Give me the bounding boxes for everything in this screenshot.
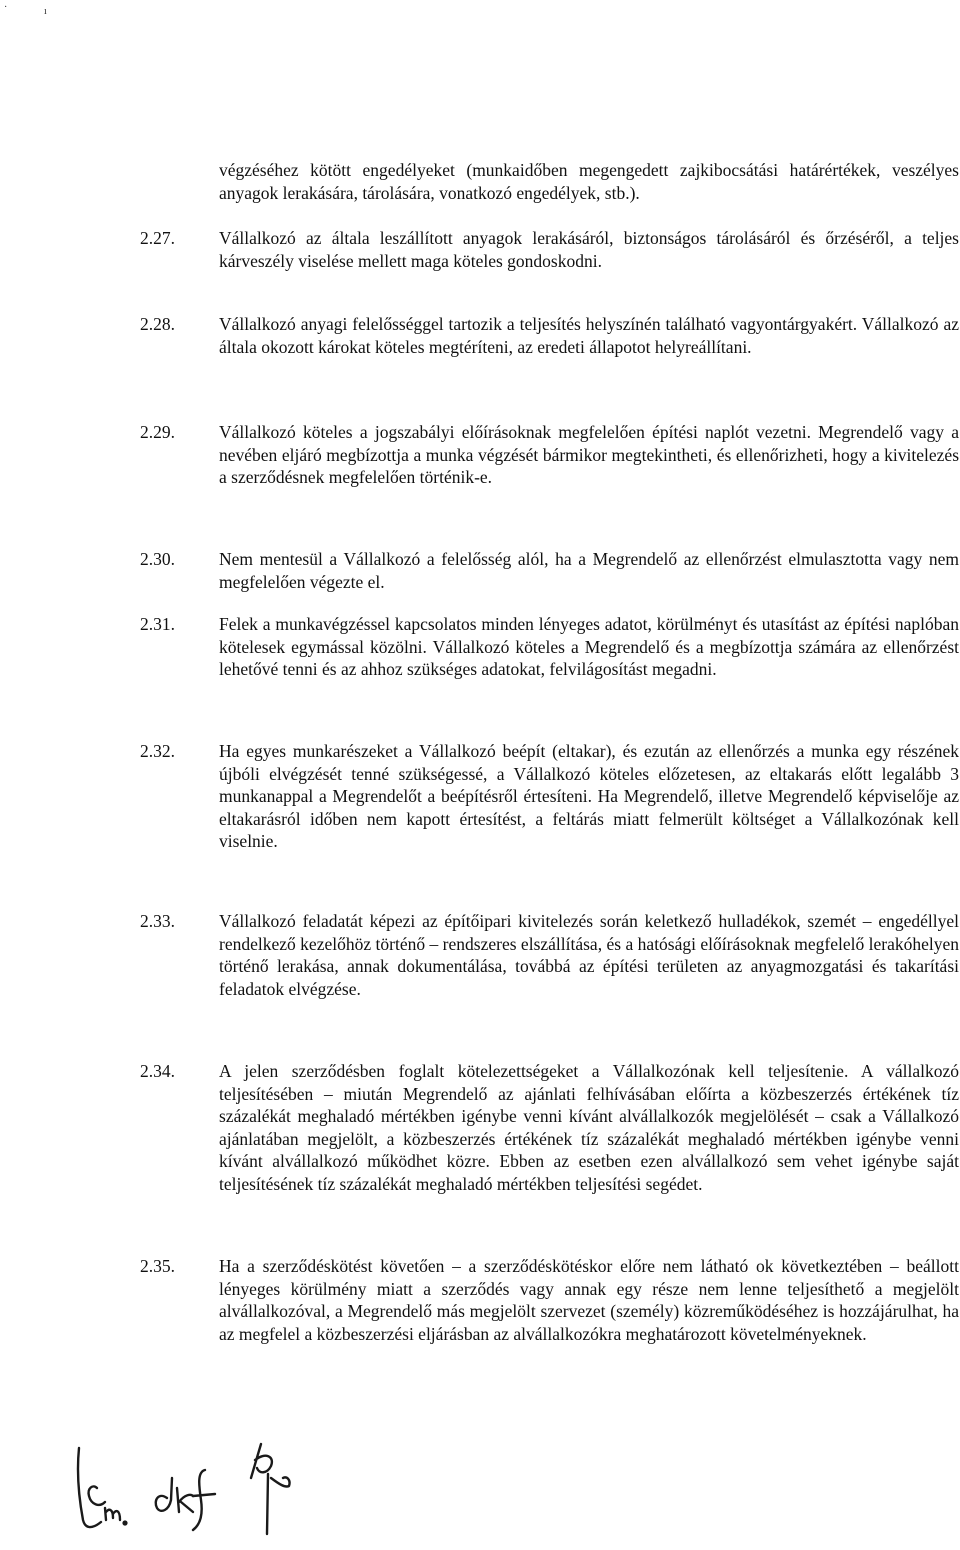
clause-text: Vállalkozó köteles a jogszabályi előírásoknak megfelelően építési naplót vezetni. Megrendelő vagy a nevében eljáró megbízottja a munka végzését bármikor megtekintheti, és ellenőrizheti, hogy a kivitelezés a szerződésnek megfelelően történik-e.: [219, 422, 959, 487]
clause-number: 2.35.: [140, 1256, 175, 1276]
clause-number: 2.34.: [140, 1061, 175, 1081]
scan-mark: ı: [44, 6, 47, 17]
clause-text: Ha a szerződéskötést követően – a szerződéskötéskor előre nem látható ok következtében – beállott lényeges körülmény miatt a szerződés vagy annak egy része nem lenne teljesíthető a megjelölt alvállalkozóval, a Megrendelő más megjelölt szervezet (személy) közreműködéséhez is hozzájárulhat, ha az megfelel a közbeszerzési eljárásban az alvállalkozókra meghatározott követelményeknek.: [219, 1256, 959, 1344]
continued-paragraph: végzéséhez kötött engedélyeket (munkaidőben megengedett zajkibocsátási határértékek, veszélyes anyagok lerakására, tárolására, vonatkozó engedélyek, stb.).: [219, 160, 959, 203]
clause-number: 2.31.: [140, 614, 175, 634]
clause-number: 2.28.: [140, 314, 175, 334]
clause-text: Ha egyes munkarészeket a Vállalkozó beépít (eltakar), és ezután az ellenőrzés a munka egy részének újbóli elvégzését tenné szükségessé, a Vállalkozó köteles előzetesen, az eltakarás előtt legalább 3 munkanappal a Megrendelőt a beépítésről értesíteni. Ha Megrendelő, illetve Megrendelő képviselője az eltakarásról időben nem kapott értesítést, a feltárás miatt felmerült költséget a Vállalkozónak kell viselnie.: [219, 741, 959, 851]
clause-text: A jelen szerződésben foglalt kötelezettségeket a Vállalkozónak kell teljesítenie. A vállalkozó teljesítésében – miután Megrendelő az ajánlati felhívásában előírta a közbeszerzés értékének tíz százalékát meghaladó mértékben igénybe venni kívánt alvállalkozók megjelölését – csak a Vállalkozó ajánlatában megjelölt, a közbeszerzés értékének tíz százalékát meghaladó mértékben igénybe venni kívánt alvállalkozó működhet közre. Ebben az esetben ezen alvállalkozó sem vehet igénybe saját teljesítésének tíz százalékát meghaladó mértékben teljesítési segédet.: [219, 1061, 959, 1194]
clause-text: Nem mentesül a Vállalkozó a felelősség alól, ha a Megrendelő az ellenőrzést elmulasztotta vagy nem megfelelően végezte el.: [219, 549, 959, 592]
handwritten-initials: [75, 1438, 305, 1538]
clause-text: Felek a munkavégzéssel kapcsolatos minden lényeges adatot, körülményt és utasítást az építési naplóban kötelesek egymással közölni. Vállalkozó köteles a Megrendelő és a megbízottja számára az ellenőrzést lehetővé tenni és az ahhoz szükséges adatokat, felvilágosítást megadni.: [219, 614, 959, 679]
clause-number: 2.27.: [140, 228, 175, 248]
scan-mark: ·: [4, 2, 8, 13]
clause-text: Vállalkozó anyagi felelősséggel tartozik a teljesítés helyszínén található vagyontárgyakért. Vállalkozó az általa okozott károkat köteles megtéríteni, az eredeti állapotot helyreállítani.: [219, 314, 959, 357]
clause-text: Vállalkozó az általa leszállított anyagok lerakásáról, biztonságos tárolásáról és őrzéséről, a teljes kárveszély viselése mellett maga köteles gondoskodni.: [219, 228, 959, 271]
clause-number: 2.29.: [140, 422, 175, 442]
clause-number: 2.33.: [140, 911, 175, 931]
clause-number: 2.32.: [140, 741, 175, 761]
clause-text: Vállalkozó feladatát képezi az építőipari kivitelezés során keletkező hulladékok, szemét – engedéllyel rendelkező kezelőhöz történő – rendszeres elszállítása, és a hatósági előírásoknak megfelelő lerakóhelyen történő lerakása, annak dokumentálása, továbbá az építési területen az anyagmozgatási és takarítási feladatok elvégzése.: [219, 911, 959, 999]
clause-number: 2.30.: [140, 549, 175, 569]
